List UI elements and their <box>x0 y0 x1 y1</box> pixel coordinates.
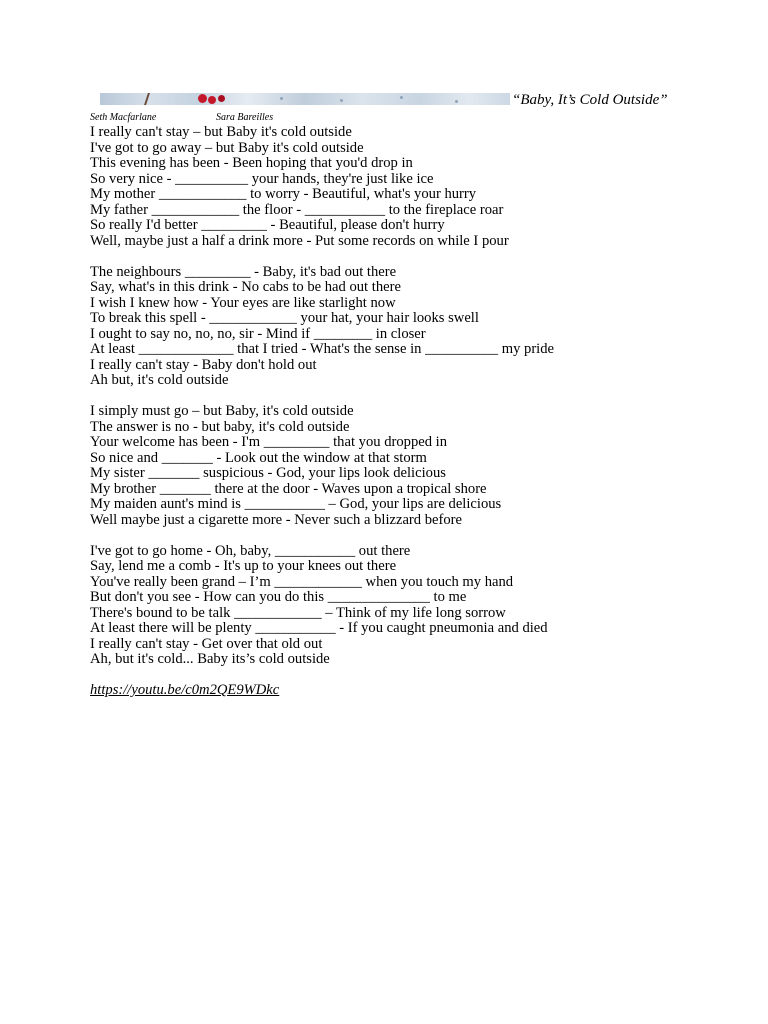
lyric-line: Your welcome has been - I'm _________ that you dropped in <box>90 434 448 450</box>
snow-speck <box>400 96 403 99</box>
snow-speck <box>455 100 458 103</box>
lyric-line: My sister _______ suspicious - God, your lips look delicious <box>90 465 446 481</box>
lyric-line: I ought to say no, no, no, sir - Mind if ________ in closer <box>90 325 426 342</box>
lyric-line: Ah, but it's cold... Baby its’s cold outside <box>90 651 330 667</box>
header-row <box>90 90 730 110</box>
lyric-line: I've got to go home - Oh, baby, ___________ out there <box>90 542 411 559</box>
lyric-line: Well, maybe just a half a drink more - Put some records on while I pour <box>90 232 509 249</box>
lyrics <box>90 125 730 668</box>
lyric-line: The neighbours _________ - Baby, it's bad out there <box>90 263 397 280</box>
stanza-3 <box>90 404 730 528</box>
lyric-line: So nice and _______ - Look out the window at that storm <box>90 449 427 466</box>
berry-mark <box>208 96 216 104</box>
lyric-line: I've got to go away – but Baby it's cold outside <box>90 139 364 156</box>
youtube-link[interactable]: https://youtu.be/c0m2QE9WDkc <box>90 682 280 698</box>
credit-sara-bareilles: Sara Bareilles <box>216 112 274 123</box>
lyric-line: There's bound to be talk ____________ – Think of my life long sorrow <box>90 604 506 621</box>
lyric-line: This evening has been - Been hoping that you'd drop in <box>90 155 413 171</box>
lyric-line: The answer is no - but baby, it's cold outside <box>90 418 350 435</box>
lyric-line: Say, lend me a comb - It's up to your knees out there <box>90 558 397 574</box>
document-page <box>90 90 730 699</box>
stanza-1 <box>90 125 730 249</box>
lyric-line: My father ____________ the floor - ___________ to the fireplace roar <box>90 201 504 218</box>
lyric-line: But don't you see - How can you do this ______________ to me <box>90 589 467 605</box>
stanza-4 <box>90 544 730 668</box>
lyric-line: My brother _______ there at the door - Waves upon a tropical shore <box>90 480 487 497</box>
lyric-line: At least there will be plenty ___________ - If you caught pneumonia and died <box>90 620 548 636</box>
lyric-line: I really can't stay - Get over that old out <box>90 635 323 652</box>
credit-seth-macfarlane: Seth Macfarlane <box>90 112 157 123</box>
winter-banner-image <box>100 93 510 105</box>
snow-speck <box>340 99 343 102</box>
lyric-line: I wish I knew how - Your eyes are like starlight now <box>90 294 396 311</box>
lyric-line: At least _____________ that I tried - What's the sense in __________ my pride <box>90 341 555 357</box>
berry-mark <box>218 95 225 102</box>
stanza-gap <box>90 249 730 265</box>
lyric-line: I really can't stay – but Baby it's cold outside <box>90 124 352 140</box>
lyric-line: Well maybe just a cigarette more - Never such a blizzard before <box>90 511 463 528</box>
stanza-2 <box>90 265 730 389</box>
song-title: “Baby, It’s Cold Outside” <box>512 92 668 108</box>
stanza-gap <box>90 389 730 405</box>
lyric-line: To break this spell - ____________ your hat, your hair looks swell <box>90 310 479 326</box>
branch-mark <box>144 93 150 105</box>
lyric-line: My mother ____________ to worry - Beautiful, what's your hurry <box>90 186 477 202</box>
lyric-line: So very nice - __________ your hands, they're just like ice <box>90 170 434 187</box>
berry-mark <box>198 94 207 103</box>
snow-speck <box>280 97 283 100</box>
lyric-line: Say, what's in this drink - No cabs to be had out there <box>90 279 401 295</box>
lyric-line: I really can't stay - Baby don't hold out <box>90 356 317 373</box>
credits-row <box>90 110 730 125</box>
lyric-line: Ah but, it's cold outside <box>90 372 229 388</box>
lyric-line: You've really been grand – I’m ____________ when you touch my hand <box>90 573 514 590</box>
lyric-line: So really I'd better _________ - Beautiful, please don't hurry <box>90 217 445 233</box>
stanza-gap <box>90 528 730 544</box>
lyric-line: My maiden aunt's mind is ___________ – God, your lips are delicious <box>90 496 502 512</box>
lyric-line: I simply must go – but Baby, it's cold outside <box>90 403 354 419</box>
